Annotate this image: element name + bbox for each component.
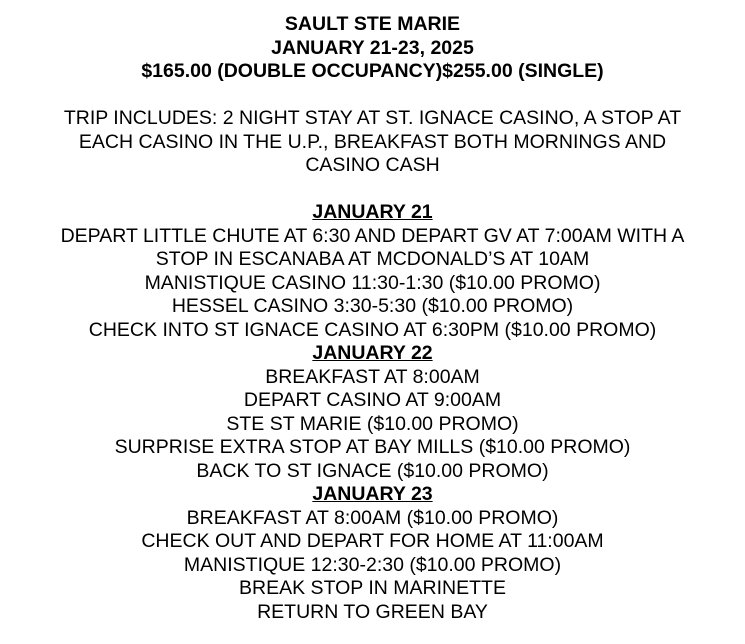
itinerary-line: STE ST MARIE ($10.00 PROMO) [226, 412, 519, 435]
itinerary-line: CHECK OUT AND DEPART FOR HOME AT 11:00AM [141, 530, 604, 552]
itinerary-line: MANISTIQUE CASINO 11:30-1:30 ($10.00 PROMO) [144, 271, 601, 294]
itinerary-line: BREAK STOP IN MARINETTE [239, 577, 506, 599]
itinerary-line: RETURN TO GREEN BAY [257, 600, 488, 623]
day-heading-january-21: JANUARY 21 [312, 201, 433, 223]
includes-line: CASINO CASH [305, 154, 440, 176]
spacer [0, 84, 745, 108]
trip-flyer [0, 13, 745, 624]
itinerary-line: DEPART CASINO AT 9:00AM [243, 389, 502, 411]
itinerary-line: STOP IN ESCANABA AT MCDONALD’S AT 10AM [155, 248, 590, 270]
itinerary-line: HESSEL CASINO 3:30-5:30 ($10.00 PROMO) [171, 295, 574, 317]
includes-line: TRIP INCLUDES: 2 NIGHT STAY AT ST. IGNACE CASINO, A STOP AT [63, 107, 682, 129]
trip-title: SAULT STE MARIE [284, 13, 461, 35]
itinerary-line: BREAKFAST AT 8:00AM ($10.00 PROMO) [186, 506, 559, 529]
itinerary-line: DEPART LITTLE CHUTE AT 6:30 AND DEPART GV AT 7:00AM WITH A [60, 224, 685, 247]
spacer [0, 178, 745, 202]
itinerary-line: BACK TO ST IGNACE ($10.00 PROMO) [196, 459, 549, 482]
trip-price: $165.00 (DOUBLE OCCUPANCY)$255.00 (SINGLE) [141, 60, 604, 82]
itinerary-line: CHECK INTO ST IGNACE CASINO AT 6:30PM ($10.00 PROMO) [88, 318, 657, 341]
day-heading-january-22: JANUARY 22 [312, 342, 433, 364]
includes-line: EACH CASINO IN THE U.P., BREAKFAST BOTH MORNINGS AND [78, 130, 667, 153]
itinerary-line: MANISTIQUE 12:30-2:30 ($10.00 PROMO) [183, 553, 562, 576]
itinerary-line: BREAKFAST AT 8:00AM [265, 365, 480, 388]
itinerary-line: SURPRISE EXTRA STOP AT BAY MILLS ($10.00 PROMO) [114, 436, 631, 458]
trip-dates: JANUARY 21-23, 2025 [271, 36, 474, 59]
day-heading-january-23: JANUARY 23 [312, 483, 433, 505]
